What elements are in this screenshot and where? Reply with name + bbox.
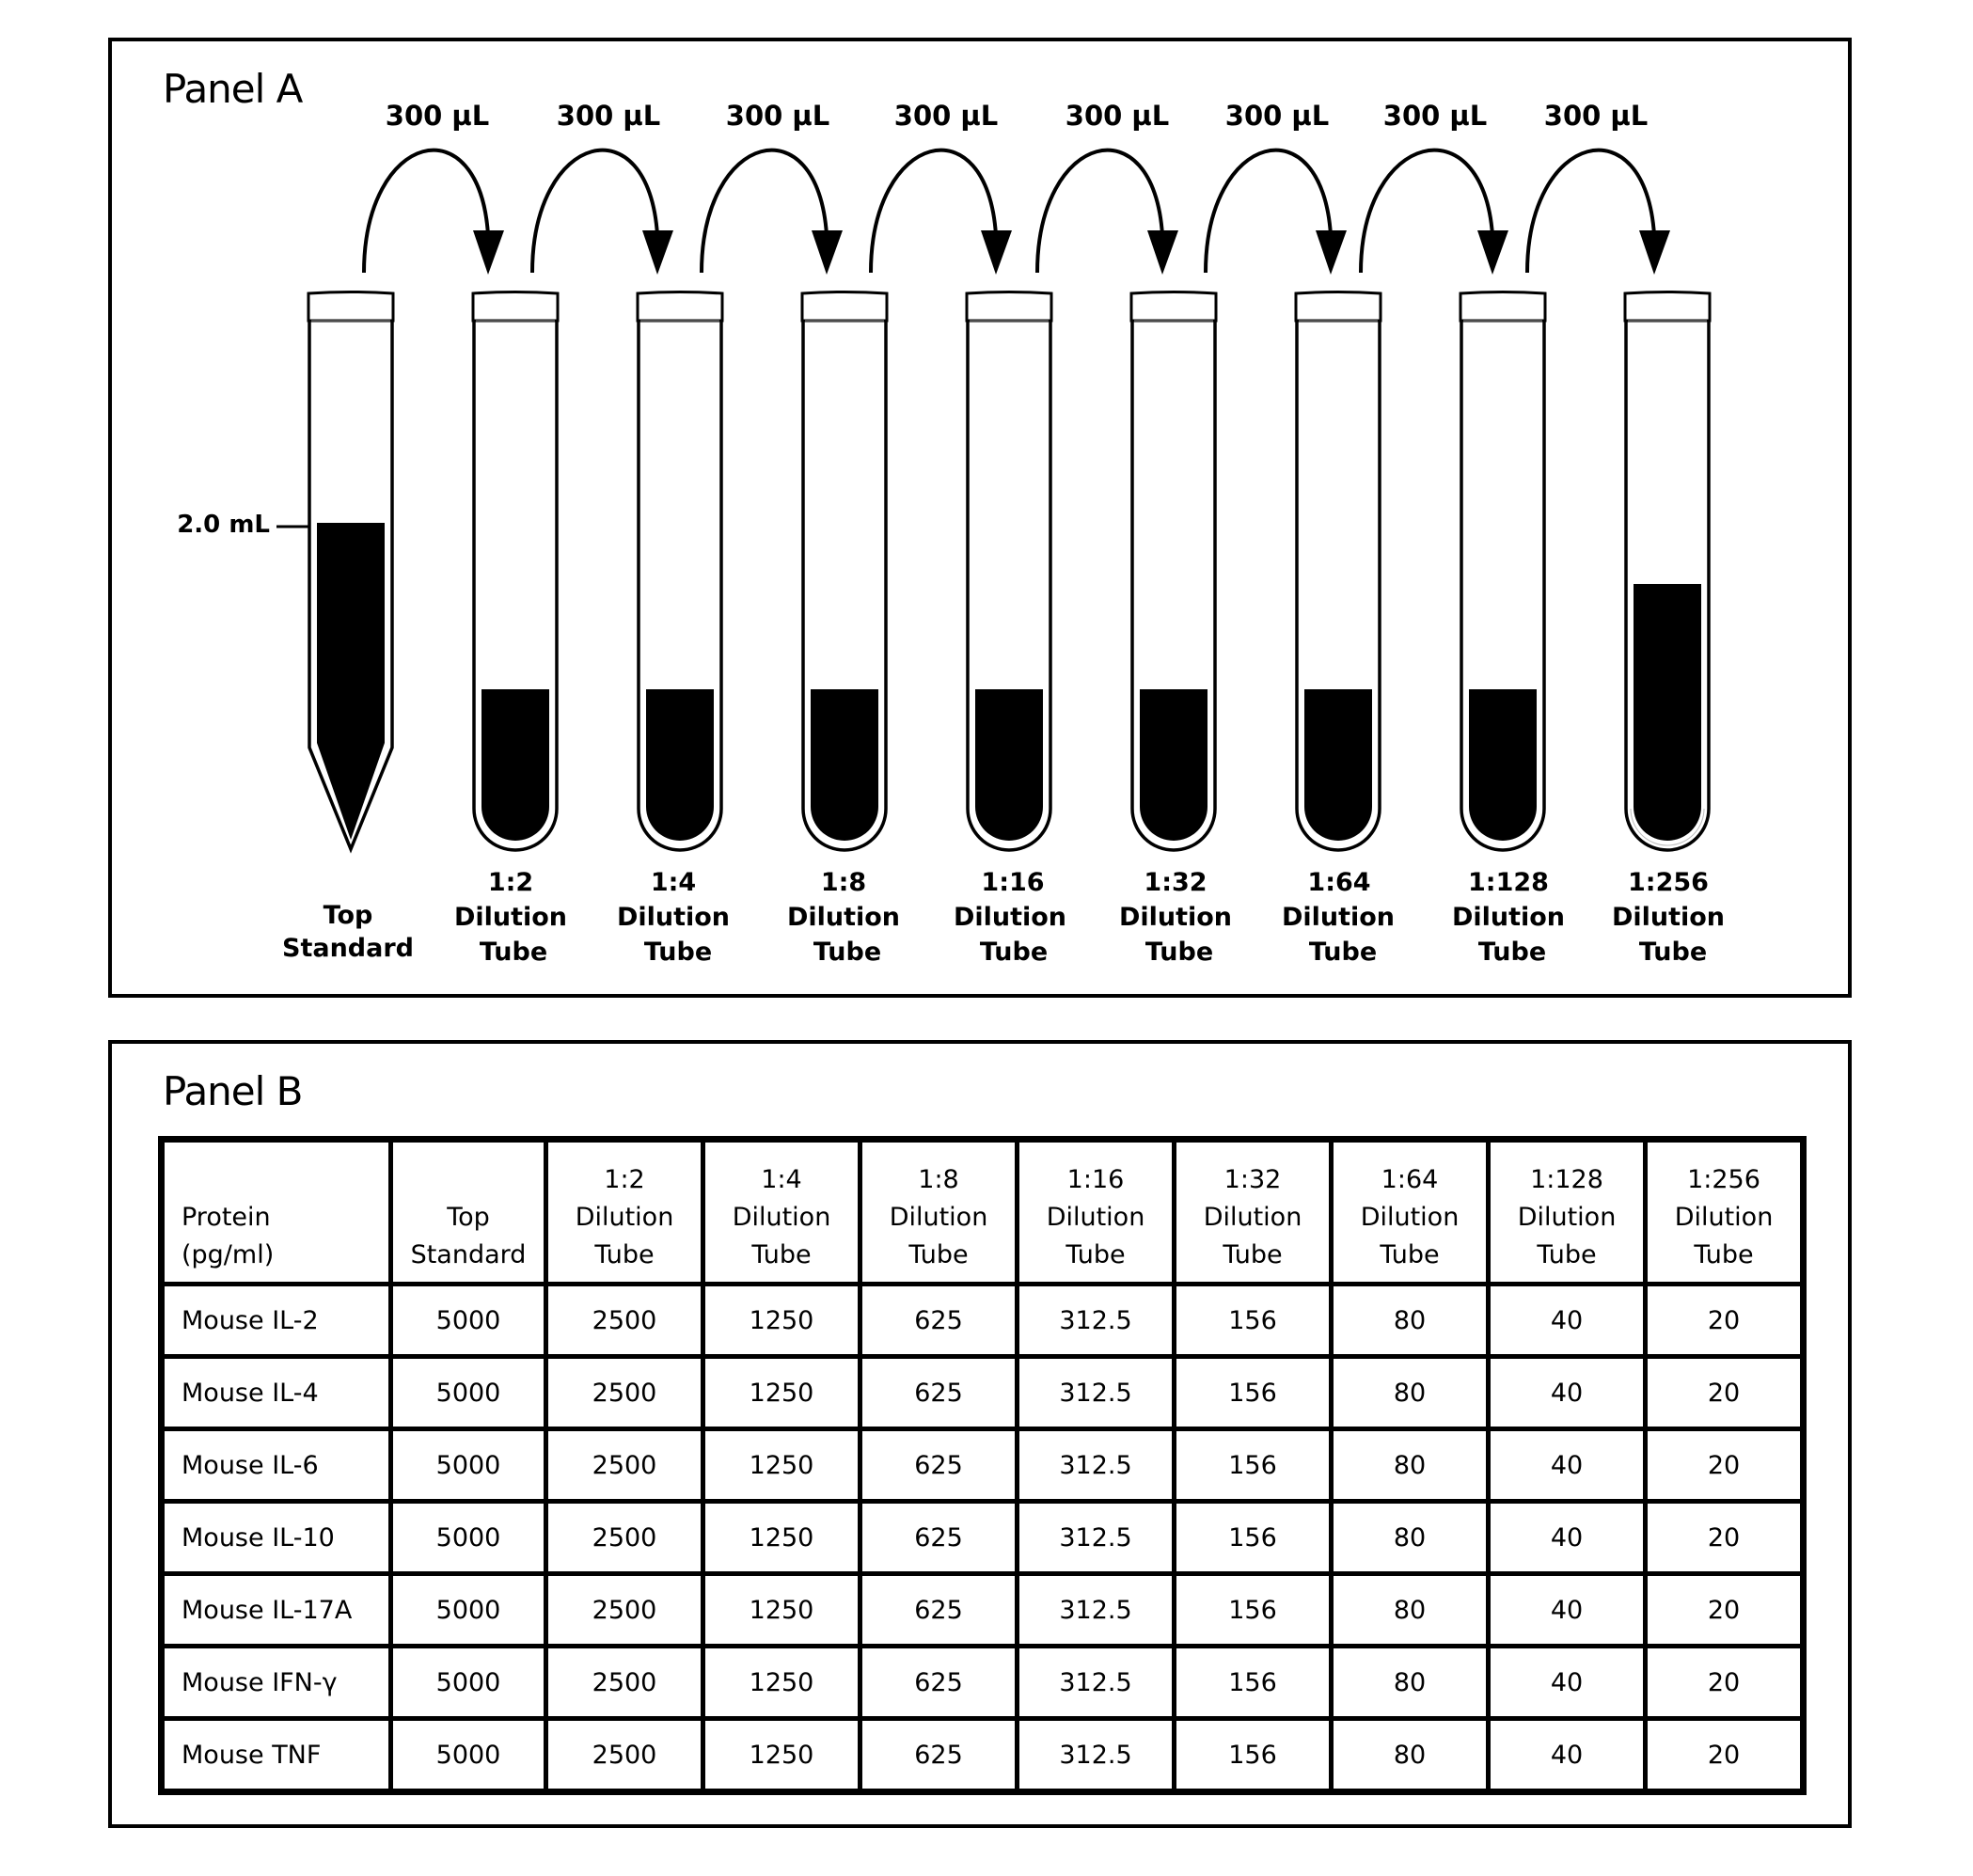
header-line: 1:64 xyxy=(1381,1165,1439,1194)
header-line: Tube xyxy=(751,1240,812,1269)
arrow-icon xyxy=(1527,150,1670,275)
concentration-cell: 20 xyxy=(1646,1429,1804,1502)
concentration-cell: 156 xyxy=(1175,1647,1332,1719)
concentration-cell: 5000 xyxy=(391,1285,546,1357)
arrow-icon xyxy=(1037,150,1178,275)
panel-a-title: Panel A xyxy=(163,66,303,112)
arrow-icon xyxy=(702,150,843,275)
tube-label: Top xyxy=(323,901,373,930)
table-row xyxy=(162,1719,1804,1792)
tube-label: Dilution xyxy=(1451,903,1566,932)
protein-name-cell: Mouse TNF xyxy=(162,1719,391,1792)
tube-top-standard xyxy=(308,292,393,850)
header-protein xyxy=(162,1140,391,1285)
tube-label: Dilution xyxy=(953,903,1067,932)
header-line: Dilution xyxy=(1046,1203,1145,1232)
tube-1-16 xyxy=(967,292,1051,851)
tube-1-64 xyxy=(1296,292,1381,851)
concentration-cell: 40 xyxy=(1489,1719,1646,1792)
tube-label-ratio: 1:256 xyxy=(1628,868,1709,897)
liquid-fill xyxy=(1469,689,1537,841)
tube-label: Standard xyxy=(282,934,414,963)
header-line: Tube xyxy=(1223,1240,1283,1269)
tube-label: Tube xyxy=(1477,938,1547,967)
tube-1-32 xyxy=(1131,292,1216,851)
concentration-cell: 20 xyxy=(1646,1719,1804,1792)
concentration-cell: 312.5 xyxy=(1018,1502,1175,1574)
header-line: 1:128 xyxy=(1530,1165,1603,1194)
table-row xyxy=(162,1357,1804,1429)
header-line: Dilution xyxy=(1517,1203,1617,1232)
tube-labels xyxy=(282,868,1725,967)
tube-label-ratio: 1:16 xyxy=(981,868,1045,897)
header-line: Dilution xyxy=(575,1203,674,1232)
header-dilution xyxy=(1489,1140,1646,1285)
tube-label-ratio: 1:8 xyxy=(820,868,867,897)
header-dilution xyxy=(703,1140,860,1285)
header-line: Dilution xyxy=(1674,1203,1774,1232)
tube-label: Dilution xyxy=(1281,903,1396,932)
header-line: Tube xyxy=(594,1240,655,1269)
header-line: Tube xyxy=(1537,1240,1597,1269)
concentration-cell: 156 xyxy=(1175,1429,1332,1502)
concentration-cell: 312.5 xyxy=(1018,1429,1175,1502)
concentration-cell: 5000 xyxy=(391,1719,546,1792)
header-line: Tube xyxy=(1065,1240,1126,1269)
liquid-fill xyxy=(646,689,714,841)
dilution-tubes xyxy=(473,292,1710,851)
concentration-cell: 20 xyxy=(1646,1285,1804,1357)
transfer-label: 300 µL xyxy=(385,100,490,132)
transfer-label: 300 µL xyxy=(1065,100,1170,132)
concentration-cell: 20 xyxy=(1646,1647,1804,1719)
tube-label-ratio: 1:2 xyxy=(487,868,534,897)
liquid-fill xyxy=(811,689,878,841)
header-top-standard xyxy=(391,1140,546,1285)
header-line: 1:4 xyxy=(761,1165,802,1194)
concentration-cell: 625 xyxy=(860,1285,1018,1357)
tube-label: Dilution xyxy=(453,903,568,932)
header-line: Tube xyxy=(908,1240,969,1269)
tube-label: Tube xyxy=(1144,938,1214,967)
concentration-cell: 5000 xyxy=(391,1429,546,1502)
transfer-labels xyxy=(386,100,1648,132)
panel-b xyxy=(108,1040,1852,1828)
concentration-cell: 2500 xyxy=(546,1502,703,1574)
header-line: 1:16 xyxy=(1066,1165,1125,1194)
header-line: (pg/ml) xyxy=(182,1240,275,1269)
tube-label: Dilution xyxy=(616,903,731,932)
concentration-cell: 80 xyxy=(1332,1719,1489,1792)
tube-label-ratio: 1:128 xyxy=(1468,868,1549,897)
transfer-label: 300 µL xyxy=(1543,100,1649,132)
liquid-fill xyxy=(481,689,549,841)
concentration-cell: 156 xyxy=(1175,1502,1332,1574)
protein-name-cell: Mouse IL-6 xyxy=(162,1429,391,1502)
header-dilution xyxy=(546,1140,703,1285)
arrow-icon xyxy=(364,150,504,275)
concentration-cell: 80 xyxy=(1332,1574,1489,1647)
concentration-cell: 156 xyxy=(1175,1719,1332,1792)
tube-1-2 xyxy=(473,292,558,851)
concentration-cell: 20 xyxy=(1646,1357,1804,1429)
concentration-cell: 312.5 xyxy=(1018,1647,1175,1719)
volume-mark xyxy=(177,511,309,539)
concentration-cell: 312.5 xyxy=(1018,1574,1175,1647)
concentration-cell: 20 xyxy=(1646,1574,1804,1647)
table-header-row xyxy=(162,1140,1804,1285)
header-dilution xyxy=(1175,1140,1332,1285)
table-row xyxy=(162,1429,1804,1502)
header-line: Dilution xyxy=(1203,1203,1302,1232)
concentration-cell: 20 xyxy=(1646,1502,1804,1574)
concentration-cell: 2500 xyxy=(546,1357,703,1429)
concentration-cell: 5000 xyxy=(391,1502,546,1574)
tube-label-ratio: 1:4 xyxy=(650,868,697,897)
arrow-icon xyxy=(871,150,1012,275)
serial-dilution-diagram xyxy=(112,41,1848,994)
liquid-fill xyxy=(1634,584,1701,841)
protein-name-cell: Mouse IL-10 xyxy=(162,1502,391,1574)
tube-label: Tube xyxy=(979,938,1049,967)
concentration-cell: 312.5 xyxy=(1018,1357,1175,1429)
transfer-label: 300 µL xyxy=(893,100,999,132)
tube-label: Tube xyxy=(813,938,882,967)
liquid-fill xyxy=(1140,689,1207,841)
concentration-cell: 40 xyxy=(1489,1647,1646,1719)
concentration-cell: 2500 xyxy=(546,1574,703,1647)
header-line: Protein xyxy=(182,1203,271,1232)
table-row xyxy=(162,1502,1804,1574)
concentration-cell: 156 xyxy=(1175,1574,1332,1647)
concentration-cell: 156 xyxy=(1175,1357,1332,1429)
concentration-cell: 2500 xyxy=(546,1647,703,1719)
protein-name-cell: Mouse IFN-γ xyxy=(162,1647,391,1719)
concentration-cell: 156 xyxy=(1175,1285,1332,1357)
concentration-cell: 1250 xyxy=(703,1429,860,1502)
concentration-cell: 625 xyxy=(860,1647,1018,1719)
concentration-cell: 40 xyxy=(1489,1429,1646,1502)
concentration-cell: 1250 xyxy=(703,1285,860,1357)
table-row xyxy=(162,1647,1804,1719)
table-row xyxy=(162,1285,1804,1357)
transfer-label: 300 µL xyxy=(725,100,830,132)
header-line: Dilution xyxy=(889,1203,988,1232)
tube-label: Tube xyxy=(643,938,713,967)
concentration-cell: 80 xyxy=(1332,1502,1489,1574)
header-dilution xyxy=(860,1140,1018,1285)
arrow-icon xyxy=(1361,150,1508,275)
tube-label: Dilution xyxy=(786,903,901,932)
concentration-cell: 312.5 xyxy=(1018,1285,1175,1357)
tube-label: Dilution xyxy=(1611,903,1726,932)
concentration-cell: 5000 xyxy=(391,1647,546,1719)
concentration-cell: 1250 xyxy=(703,1357,860,1429)
concentration-cell: 2500 xyxy=(546,1719,703,1792)
concentration-cell: 80 xyxy=(1332,1647,1489,1719)
tube-1-8 xyxy=(802,292,887,851)
header-line: 1:256 xyxy=(1687,1165,1760,1194)
concentration-cell: 40 xyxy=(1489,1574,1646,1647)
liquid-fill xyxy=(975,689,1043,841)
tube-1-128 xyxy=(1460,292,1545,851)
concentration-cell: 625 xyxy=(860,1502,1018,1574)
concentration-cell: 625 xyxy=(860,1429,1018,1502)
tube-1-256 xyxy=(1625,292,1710,851)
concentration-cell: 80 xyxy=(1332,1357,1489,1429)
tube-label: Tube xyxy=(479,938,548,967)
concentration-cell: 625 xyxy=(860,1719,1018,1792)
header-line: Tube xyxy=(1380,1240,1440,1269)
transfer-arrows xyxy=(364,150,1670,275)
header-line: 1:2 xyxy=(604,1165,645,1194)
concentration-cell: 1250 xyxy=(703,1647,860,1719)
volume-mark-label: 2.0 mL xyxy=(177,511,270,539)
table-row xyxy=(162,1574,1804,1647)
protein-name-cell: Mouse IL-17A xyxy=(162,1574,391,1647)
header-line: Tube xyxy=(1694,1240,1754,1269)
concentration-cell: 312.5 xyxy=(1018,1719,1175,1792)
concentration-cell: 625 xyxy=(860,1357,1018,1429)
concentration-cell: 1250 xyxy=(703,1719,860,1792)
header-line: Dilution xyxy=(732,1203,831,1232)
concentration-cell: 80 xyxy=(1332,1285,1489,1357)
tube-label-ratio: 1:64 xyxy=(1307,868,1371,897)
transfer-label: 300 µL xyxy=(1382,100,1488,132)
concentration-cell: 40 xyxy=(1489,1502,1646,1574)
tube-label: Tube xyxy=(1638,938,1708,967)
concentration-cell: 625 xyxy=(860,1574,1018,1647)
header-line: Dilution xyxy=(1360,1203,1460,1232)
protein-name-cell: Mouse IL-2 xyxy=(162,1285,391,1357)
liquid-fill xyxy=(1304,689,1372,841)
tube-label: Dilution xyxy=(1118,903,1233,932)
header-line: Standard xyxy=(410,1240,527,1269)
concentration-cell: 1250 xyxy=(703,1574,860,1647)
concentration-cell: 5000 xyxy=(391,1357,546,1429)
table-body xyxy=(162,1285,1804,1792)
header-line: 1:32 xyxy=(1223,1165,1282,1194)
panel-a xyxy=(108,38,1852,998)
transfer-label: 300 µL xyxy=(1224,100,1330,132)
standard-concentration-table xyxy=(158,1136,1807,1795)
arrow-icon xyxy=(1206,150,1347,275)
concentration-cell: 80 xyxy=(1332,1429,1489,1502)
concentration-cell: 2500 xyxy=(546,1285,703,1357)
tube-label-ratio: 1:32 xyxy=(1144,868,1207,897)
header-dilution xyxy=(1018,1140,1175,1285)
tube-label: Tube xyxy=(1308,938,1378,967)
panel-b-title: Panel B xyxy=(163,1068,303,1114)
tube-1-4 xyxy=(638,292,722,851)
header-line: 1:8 xyxy=(918,1165,959,1194)
transfer-label: 300 µL xyxy=(556,100,661,132)
concentration-cell: 40 xyxy=(1489,1357,1646,1429)
concentration-cell: 40 xyxy=(1489,1285,1646,1357)
protein-name-cell: Mouse IL-4 xyxy=(162,1357,391,1429)
header-dilution xyxy=(1646,1140,1804,1285)
concentration-cell: 1250 xyxy=(703,1502,860,1574)
header-dilution xyxy=(1332,1140,1489,1285)
header-line: Top xyxy=(447,1203,490,1232)
arrow-icon xyxy=(532,150,673,275)
concentration-cell: 2500 xyxy=(546,1429,703,1502)
concentration-cell: 5000 xyxy=(391,1574,546,1647)
